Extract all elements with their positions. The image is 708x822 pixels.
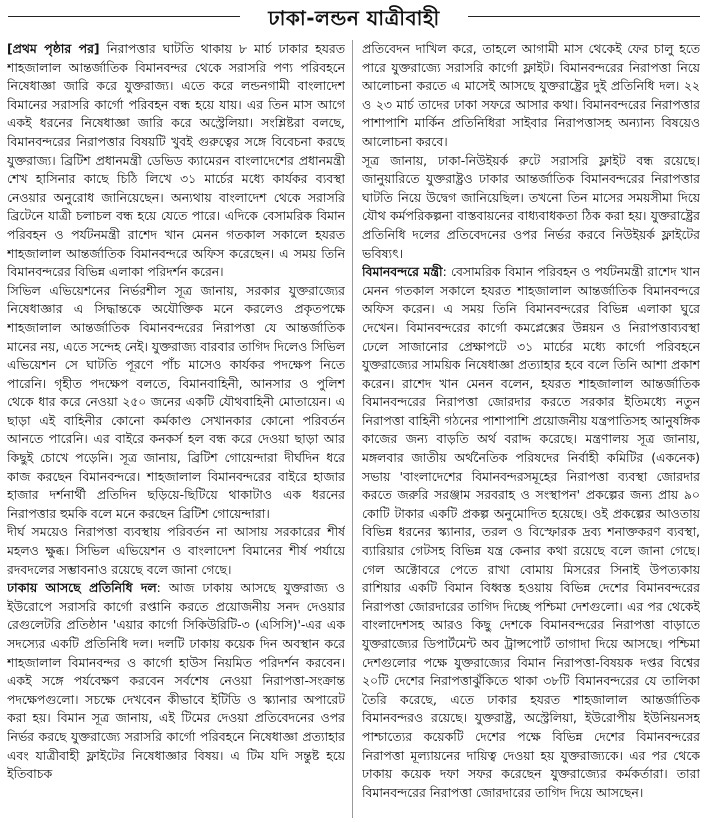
headline-area: [0, 0, 708, 36]
paragraph-7-text: : বেসামরিক বিমান পরিবহন ও পর্যটনমন্ত্রী রাশেদ খান মেনন গতকাল সকালে হযরত শাহজালাল আন্তর্জাতিক বিমানবন্দরে অফিস করেন। এ সময় তিনি বিমানবন্দরের বিভিন্ন এলাকা ঘুরে দেখেন। বিমানবন্দরের কার্গো কমপ্লেক্সের উন্নয়ন ও নিরাপত্তাব্যবস্থা ঢেলে সাজানোর প্রেক্ষাপটে ৩১ মার্চের মধ্যে কার্গো পরিবহনে যুক্তরাজ্যের সাময়িক নিষেধাজ্ঞা প্রত্যাহার হবে বলে তিনি আশা প্রকাশ করেন। রাশেদ খান মেনন বলেন, হযরত শাহজালাল আন্তর্জাতিক বিমানবন্দরের নিরাপত্তা জোরদার করতে সরকার ইতিমধ্যে নতুন নিরাপত্তা বাহিনী গঠনের পাশাপাশি প্রয়োজনীয় যন্ত্রপাতিসহ আনুষঙ্গিক কাজের জন্য বাড়তি অর্থ বরাদ্দ করেছে। মন্ত্রণালয় সূত্র জানায়, মঙ্গলবার জাতীয় অর্থনৈতিক পরিষদের নির্বাহী কমিটির (একনেক) সভায় 'বাংলাদেশের বিমানবন্দরসমূহের নিরাপত্তা ব্যবস্থা জোরদার করতে জরুরি সরঞ্জাম সরবরাহ ও সংস্থাপন' প্রকল্পের জন্য প্রায় ৯০ কোটি টাকার একটি প্রকল্প অনুমোদিত হয়েছে। ওই প্রকল্পের আওতায় বিভিন্ন ধরনের স্ক্যানার, তরল ও বিস্ফোরক দ্রব্য শনাক্তকরণ ব্যবস্থা, ব্যারিয়ার গেটসহ বিভিন্ন যন্ত্র কেনার কথা রয়েছে বলে জানা গেছে। গেল অক্টোবরে পেতে রাখা বোমায় মিসরের সিনাই উপত্যকায় রাশিয়ার একটি বিমান বিধ্বস্ত হওয়ায় বিভিন্ন দেশের বিমানবন্দরের নিরাপত্তা জোরদারের তাগিদ দিচ্ছে পশ্চিমা দেশগুলো। এর পর থেকেই বাংলাদেশসহ আরও কিছু দেশকে বিমানবন্দরের নিরাপত্তা বাড়াতে যুক্তরাজ্যের ডিপার্টমেন্ট অব ট্রান্সপোর্ট তাগাদা দিয়ে আসছে। পশ্চিমা দেশগুলোর পক্ষে যুক্তরাজ্যের বিমান নিরাপত্তা-বিষয়ক দপ্তর বিশ্বের ২০টি দেশের নিরাপত্তাঝুঁকিতে থাকা ৩৮টি বিমানবন্দরের যে তালিকা তৈরি করেছে, এতে ঢাকার হযরত শাহজালাল আন্তর্জাতিক বিমানবন্দরও রয়েছে। যুক্তরাষ্ট্র, অস্ট্রেলিয়া, ইউরোপীয় ইউনিয়নসহ পাশ্চাত্যের কয়েকটি দেশের পক্ষে বিভিন্ন দেশের বিমানবন্দরের নিরাপত্তা মূল্যায়নের দায়িত্ব দেওয়া হয় যুক্তরাজ্যকে। এর পর থেকে ঢাকায় কয়েক দফা সফর করেছেন যুক্তরাজ্যের কর্মকর্তারা। তারা বিমানবন্দরের নিরাপত্তা জোরদারের তাগিদ দিয়ে আসছেন।: [362, 264, 700, 800]
headline-rule-left: [8, 16, 240, 17]
column-divider: [352, 40, 353, 818]
subheading-minister: বিমানবন্দরে মন্ত্রী: [362, 264, 443, 280]
paragraph-2: সিভিল এভিয়েশনের নির্ভরশীল সূত্র জানায়, সরকার যুক্তরাজ্যের নিষেধাজ্ঞার এ সিদ্ধান্তকে অযৌক্তিক মনে করলেও প্রকৃতপক্ষে শাহজালাল আন্তর্জাতিক বিমানবন্দরের নিরাপত্তা যে আন্তর্জাতিক মানের নয়, এতে সন্দেহ নেই। যুক্তরাজ্য বারবার তাগিদ দিলেও সিভিল এভিয়েশন সে ঘাটতি পূরণে পাঁচ মাসেও কার্যকর পদক্ষেপ নিতে পারেনি। গৃহীত পদক্ষেপ বলতে, বিমানবাহিনী, আনসার ও পুলিশ থেকে ধার করে নেওয়া ২৫০ জনের একটি যৌথবাহিনী মোতায়েন। এ ছাড়া এই বাহিনীর কোনো কর্মকাণ্ড সেখানকার কোনো পরিবর্তন আনতে পারেনি। এর বাইরে কনকর্স হল বন্ধ করে দেওয়া ছাড়া আর কিছুই চোখে পড়েনি। সূত্র জানায়, ব্রিটিশ গোয়েন্দারা দীর্ঘদিন ধরে কাজ করছেন বিমানবন্দরে। শাহজালাল বিমানবন্দরের বাইরে হাজার হাজার দর্শনার্থী প্রতিদিন ছড়িয়ে-ছিটিয়ে থাকাটাও এক ধরনের নিরাপত্তার হুমকি বলে মনে করছেন ব্রিটিশ গোয়েন্দারা।: [7, 282, 345, 521]
lead-label: [প্রথম পৃষ্ঠার পর]: [7, 41, 100, 56]
paragraph-3: দীর্ঘ সময়েও নিরাপত্তা ব্যবস্থায় পরিবর্তন না আসায় সরকারের শীর্ষ মহলও ক্ষুব্ধ। সিভিল এভিয়েশন ও বাংলাদেশ বিমানের শীর্ষ পর্যায়ে রদবদলের সম্ভাবনাও রয়েছে বলে জানা গেছে।: [7, 524, 345, 577]
paragraph-5: প্রতিবেদন দাখিল করে, তাহলে আগামী মাস থেকেই ফের চালু হতে পারে যুক্তরাজ্যে সরাসরি কার্গো ফ্লাইট। বিমানবন্দরের নিরাপত্তা নিয়ে আলোচনা করতে এ মাসেই আসছে যুক্তরাষ্ট্রের দুই প্রতিনিধি দল। ২২ ও ২৩ মার্চ তাদের ঢাকা সফরে আসার কথা। বিমানবন্দরের নিরাপত্তার পাশাপাশি মার্কিন প্রতিনিধিরা সাইবার নিরাপত্তাসহ অন্যান্য বিষয়েও আলোচনা করবে।: [362, 41, 700, 149]
paragraph-1: [7, 40, 345, 282]
left-column: [7, 40, 345, 820]
paragraph-7: [362, 263, 700, 802]
headline-rule-right: [468, 16, 700, 17]
subheading-delegation: ঢাকায় আসছে প্রতিনিধি দল: [7, 580, 157, 596]
paragraph-4: [7, 579, 345, 784]
headline: ঢাকা-লন্ডন যাত্রীবাহী: [240, 4, 468, 32]
right-column: [362, 40, 700, 820]
paragraph-6: সূত্র জানায়, ঢাকা-নিউইয়র্ক রুটে সরাসরি ফ্লাইট বন্ধ রয়েছে। জানুয়ারিতে যুক্তরাষ্ট্রও ঢাকার আন্তর্জাতিক বিমানবন্দরের নিরাপত্তার ঘাটতি নিয়ে উদ্বেগ জানিয়েছিল। তখনো তিন মাসের সময়সীমা দিয়ে যৌথ কর্মপরিকল্পনা বাস্তবায়নের বাধ্যবাধকতা ঠিক করা হয়। যুক্তরাষ্ট্রের প্রতিনিধি দলের প্রতিবেদনের ওপর নির্ভর করবে নিউইয়র্ক ফ্লাইটের ভবিষ্যৎ।: [362, 152, 700, 261]
paragraph-4-text: : আজ ঢাকায় আসছে যুক্তরাজ্য ও ইউরোপে সরাসরি কার্গো রপ্তানি করতে প্রয়োজনীয় সনদ দেওয়ার রেগুলেটরি প্রতিষ্ঠান 'এয়ার কার্গো সিকিউরিটি-৩ (এসিসি)'-এর এক সদস্যের একটি প্রতিনিধি দল। দলটি ঢাকায় কয়েক দিন অবস্থান করে শাহজালাল বিমানবন্দর ও কার্গো হাউস নিয়মিত পরিদর্শন করবেন। একই সঙ্গে পর্যবেক্ষণ করবেন সর্বশেষ নেওয়া নিরাপত্তা-সংক্রান্ত পদক্ষেপগুলো। সচক্ষে দেখবেন কীভাবে ইটিডি ও স্ক্যানার অপারেট করা হয়। বিমান সূত্র জানায়, এই টিমের দেওয়া প্রতিবেদনের ওপর নির্ভর করছে যুক্তরাজ্যে সরাসরি কার্গো পরিবহনে নিষেধাজ্ঞা প্রত্যাহার এবং যাত্রীবাহী ফ্লাইটের নিষেধাজ্ঞার বিষয়। এ টিম যদি সন্তুষ্ট হয়ে ইতিবাচক: [7, 580, 345, 782]
paragraph-1-text: নিরাপত্তার ঘাটতি থাকায় ৮ মার্চ ঢাকার হযরত শাহজালাল আন্তর্জাতিক বিমানবন্দর থেকে সরাসরি পণ্য পরিবহনে নিষেধাজ্ঞা জারি করে যুক্তরাজ্য। এতে করে লন্ডনগামী বাংলাদেশ বিমানের সরাসরি কার্গো পরিবহন বন্ধ হয়ে যায়। এর তিন মাস আগে একই ধরনের নিষেধাজ্ঞা জারি করে অস্ট্রেলিয়া। সংশ্লিষ্টরা বলছে, বিমানবন্দরের নিরাপত্তার বিষয়টি খুবই গুরুত্বের সঙ্গে বিবেচনা করছে যুক্তরাজ্য। ব্রিটিশ প্রধানমন্ত্রী ডেভিড ক্যামেরন বাংলাদেশের প্রধানমন্ত্রী শেখ হাসিনার কাছে চিঠি লিখে ৩১ মার্চের মধ্যে কার্যকর ব্যবস্থা নেওয়ার অনুরোধ জানিয়েছেন। অন্যথায় বাংলাদেশ থেকে সরাসরি ব্রিটেনে যাত্রী চলাচল বন্ধ হয়ে যেতে পারে। এদিকে বেসামরিক বিমান পরিবহন ও পর্যটনমন্ত্রী রাশেদ খান মেনন গতকাল সকালে হযরত শাহজালাল আন্তর্জাতিক বিমানবন্দরে অফিস করেছেন। এ সময় তিনি বিমানবন্দরের বিভিন্ন এলাকা পরিদর্শন করেন।: [7, 41, 345, 280]
